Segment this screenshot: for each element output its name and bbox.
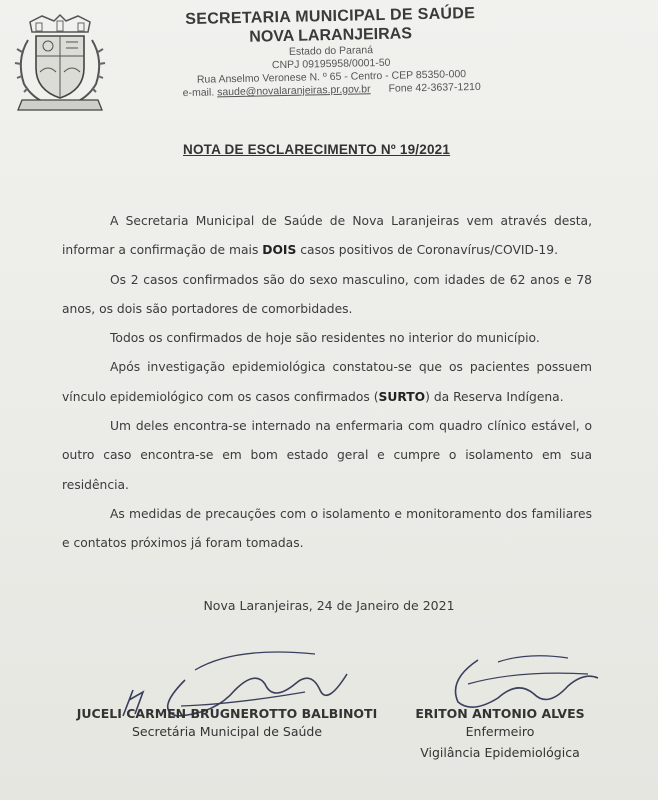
paragraph-5: Um deles encontra-se internado na enfermaria com quadro clínico estável, o outro caso encontra-se em bom estado geral e cumpre o isolamento em sua residência. [62,419,592,492]
letterhead-municipality: NOVA LARANJEIRAS [249,25,413,46]
document-body [62,207,592,559]
paragraph-4-bold: SURTO [378,389,426,404]
signature-block-2 [400,706,600,763]
letterhead-state: Estado do Paraná [288,44,374,58]
email-link[interactable]: saude@novalaranjeiras.pr.gov.br [217,83,371,99]
document-title: NOTA DE ESCLARECIMENTO Nº 19/2021 [183,142,451,157]
signatory-2-department: Vigilância Epidemiológica [420,745,580,760]
signature-block-1 [62,706,392,742]
letterhead [140,0,522,101]
municipal-crest-logo [12,12,108,116]
letterhead-secretariat: SECRETARIA MUNICIPAL DE SAÚDE [185,4,476,29]
signatory-1-role: Secretária Municipal de Saúde [131,724,323,739]
document-date: Nova Laranjeiras, 24 de Janeiro de 2021 [203,598,455,613]
letterhead-cnpj: CNPJ 09195958/0001-50 [271,56,391,72]
paragraph-1-text-b: casos positivos de Coronavírus/COVID-19. [296,243,558,258]
paragraph-4-text-a: Após investigação epidemiológica constatou-se que os pacientes possuem vínculo epidemiológico com os casos confirmados ( [62,360,592,404]
paragraph-1 [62,207,592,266]
paragraph-2: Os 2 casos confirmados são do sexo masculino, com idades de 62 anos e 78 anos, os dois são portadores de comorbidades. [62,272,592,316]
paragraph-3: Todos os confirmados de hoje são residentes no interior do município. [110,331,540,346]
signatory-1-name: JUCELI CARMEN BRUGNEROTTO BALBINOTI [76,706,378,721]
paragraph-1-bold: DOIS [262,243,297,258]
letterhead-address: Rua Anselmo Veronese N. º 65 - Centro - CEP 85350-000 [196,68,467,86]
email-prefix: e-mail. [182,86,215,100]
paragraph-4 [62,353,592,412]
paragraph-1-text-a: A Secretaria Municipal de Saúde de Nova Laranjeiras vem através desta, informar a confirmação de mais [62,214,592,258]
signatory-2-name: ERITON ANTONIO ALVES [415,706,585,721]
email-row [183,83,371,100]
signatory-2-role: Enfermeiro [465,724,535,739]
paragraph-6: As medidas de precauções com o isolamento e monitoramento dos familiares e contatos próximos já foram tomadas. [62,506,592,551]
phone-number: Fone 42-3637-1210 [388,80,481,95]
paragraph-4-text-b: ) da Reserva Indígena. [425,389,564,404]
